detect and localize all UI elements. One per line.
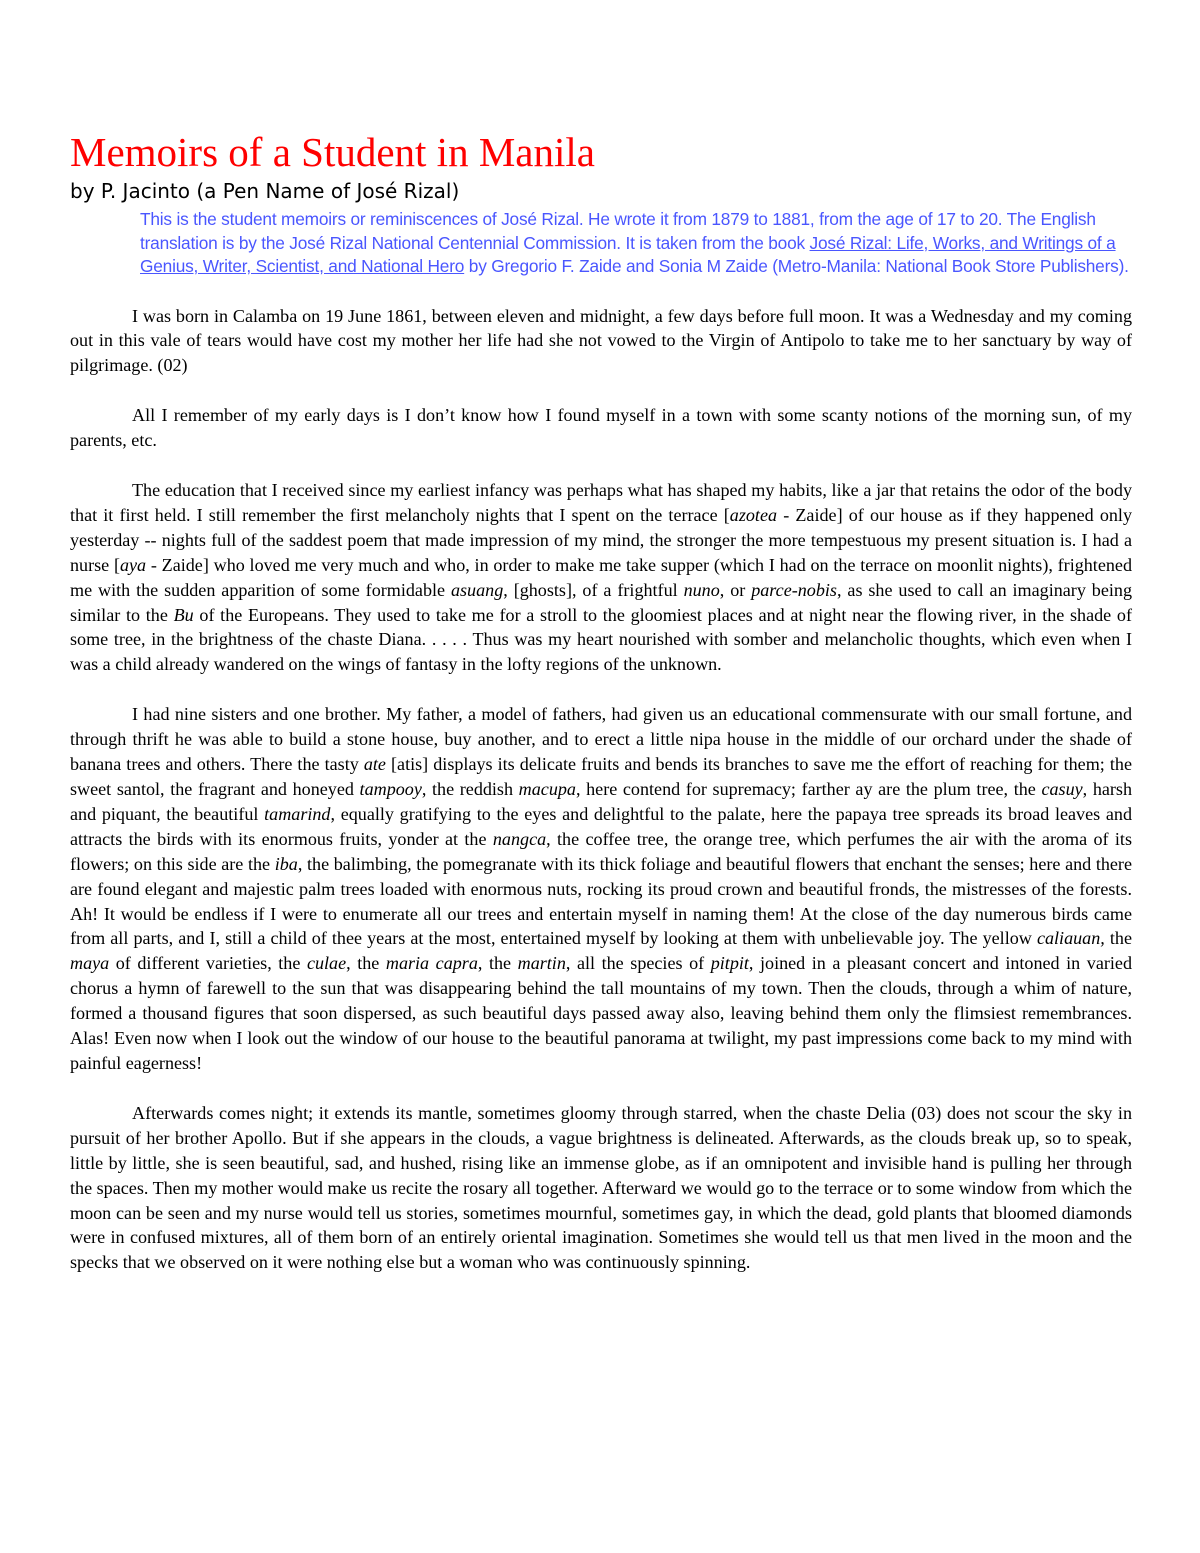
document-page bbox=[70, 128, 1132, 1275]
document-title: Memoirs of a Student in Manila bbox=[70, 129, 595, 175]
paragraph-education: The education that I received since my earliest infancy was perhaps what has shaped my habits, like a jar that retains the odor of the body that it first held. I still remember the first melancholy nights that I spent on the terrace [azotea - Zaide] of our house as if they happened only yesterday -- nights full of the saddest poem that made impression of my mind, the stronger the more tempestuous my present situation is. I had a nurse [aya - Zaide] who loved me very much and who, in order to make me take supper (which I had on the terrace on moonlit nights), frightened me with the sudden apparition of some formidable asuang, [ghosts], of a frightful nuno, or parce-nobis, as she used to call an imaginary being similar to the Bu of the Europeans. They used to take me for a stroll to the gloomiest places and at night near the flowing river, in the shade of some tree, in the brightness of the chaste Diana. . . . . Thus was my heart nourished with somber and melancholic thoughts, which even when I was a child already wandered on the wings of fantasy in the lofty regions of the unknown. bbox=[70, 480, 1132, 675]
intro-note bbox=[140, 208, 1132, 279]
paragraph-family-orchard: I had nine sisters and one brother. My father, a model of fathers, had given us an educational commensurate with our small fortune, and through thrift he was able to build a stone house, buy another, and to erect a little nipa house in the middle of our orchard under the shade of banana trees and others. There the tasty ate [atis] displays its delicate fruits and bends its branches to save me the effort of reaching for them; the sweet santol, the fragrant and honeyed tampooy, the reddish macupa, here contend for supremacy; farther ay are the plum tree, the casuy, harsh and piquant, the beautiful tamarind, equally gratifying to the eyes and delightful to the palate, here the papaya tree spreads its broad leaves and attracts the birds with its enormous fruits, yonder at the nangca, the coffee tree, the orange tree, which perfumes the air with the aroma of its flowers; on this side are the iba, the balimbing, the pomegranate with its thick foliage and beautiful flowers that enchant the senses; here and there are found elegant and majestic palm trees loaded with enormous nuts, rocking its proud crown and beautiful fronds, the mistresses of the forests. Ah! It would be endless if I were to enumerate all our trees and entertain myself in naming them! At the close of the day numerous birds came from all parts, and I, still a child of thee years at the most, entertained myself by looking at them with unbelievable joy. The yellow caliauan, the maya of different varieties, the culae, the maria capra, the martin, all the species of pitpit, joined in a pleasant concert and intoned in varied chorus a hymn of farewell to the sun that was disappearing behind the tall mountains of my town. Then the clouds, through a whim of nature, formed a thousand figures that soon dispersed, as such beautiful days passed away also, leaving behind them only the flimsiest remembrances. Alas! Even now when I look out the window of our house to the beautiful panorama at twilight, my past impressions come back to my mind with painful eagerness! bbox=[70, 704, 1133, 1073]
intro-text-before: This is the student memoirs or reminiscences of José Rizal. He wrote it from 1879 to 1881, from the age of 17 to 20. The English translation is by the José Rizal National Centennial Commission. It is taken from the book bbox=[140, 209, 1096, 253]
byline: by P. Jacinto (a Pen Name of José Rizal) bbox=[70, 179, 460, 203]
paragraph-birth: I was born in Calamba on 19 June 1861, between eleven and midnight, a few days before full moon. It was a Wednesday and my coming out in this vale of tears would have cost my mother her life had she not vowed to the Virgin of Antipolo to take me to her sanctuary by way of pilgrimage. (02) bbox=[70, 305, 1132, 376]
paragraph-early-days: All I remember of my early days is I don’t know how I found myself in a town with some scanty notions of the morning sun, of my parents, etc. bbox=[70, 405, 1132, 451]
paragraph-night: Afterwards comes night; it extends its mantle, sometimes gloomy through starred, when the chaste Delia (03) does not scour the sky in pursuit of her brother Apollo. But if she appears in the clouds, a vague brightness is delineated. Afterwards, as the clouds break up, so to speak, little by little, she is seen beautiful, sad, and hushed, rising like an immense globe, as if an omnipotent and invisible hand is pulling her through the spaces. Then my mother would make us recite the rosary all together. Afterward we would go to the terrace or to some window from which the moon can be seen and my nurse would tell us stories, sometimes mournful, sometimes gay, in which the dead, gold plants that bloomed diamonds were in confused mixtures, all of them born of an entirely oriental imagination. Sometimes she would tell us that men lived in the moon and the specks that we observed on it were nothing else but a woman who was continuously spinning. bbox=[70, 1102, 1132, 1273]
intro-text-after: by Gregorio F. Zaide and Sonia M Zaide (Metro-Manila: National Book Store Publishers). bbox=[464, 256, 1129, 276]
memoir-body bbox=[70, 304, 1132, 1276]
book-title-link[interactable]: José Rizal: Life, Works, and Writings of a Genius, Writer, Scientist, and National Hero bbox=[140, 232, 1116, 276]
